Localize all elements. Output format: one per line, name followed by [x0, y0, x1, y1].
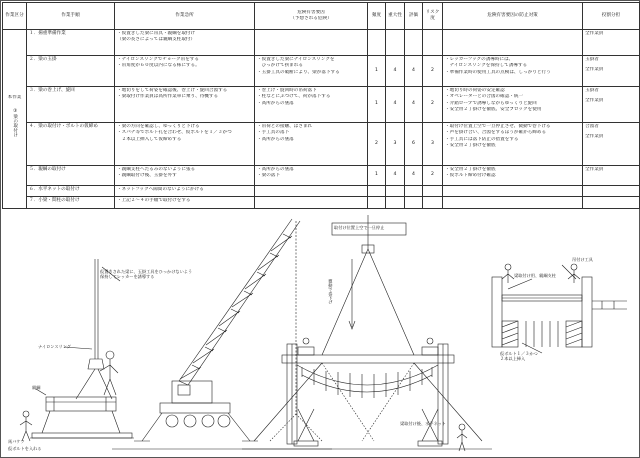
point-line: ・上記２～４の手順で取付けをする [117, 198, 191, 203]
assignee-line: 全作業員 [585, 67, 604, 73]
point-line: ・仮置きした梁に吊具・親綱を取付け [117, 31, 196, 36]
table-row [3, 123, 640, 166]
assignee-line: 全作業員 [585, 134, 604, 140]
point-line: ・梁取付け作業員は高所作業車に乗り、待機する [117, 94, 219, 100]
measure-line: ・安全帯２丁掛けを徹底 [445, 167, 496, 172]
header-severity: 重大性 [386, 3, 405, 30]
frequency-cell: 1 [368, 166, 386, 186]
header-hazards [255, 3, 368, 30]
label-stand: 馬バケツ [8, 439, 25, 444]
risk-cell: 2 [423, 166, 443, 186]
table-row [3, 166, 640, 186]
severity-cell: 4 [386, 87, 405, 123]
label-pause: 取付け位置上空で一旦停止 [334, 225, 385, 230]
header-evaluation: 評価 [405, 3, 423, 30]
category-cell [3, 30, 27, 209]
label-bolt-rule-line: 仮ボルト１／３かつ [500, 351, 538, 356]
header-measures: 危険有害要因の防止対策 [443, 3, 583, 30]
joint-detail [492, 264, 627, 353]
assignee-line: 玉掛者 [585, 88, 599, 93]
label-bolt-case: 仮ボルトを入れる [8, 446, 42, 451]
step-cell: ２．梁の玉掛 [27, 56, 115, 87]
point-line: ・吊角度が６０度以内になる様にする。 [117, 63, 200, 69]
measure-line: ・地切り時の荷姿の安定確認 [445, 88, 505, 93]
severity-cell [386, 186, 405, 197]
point-line: ・ネットフックへ隙間のないようにかける [117, 187, 204, 192]
hazards-cell [255, 166, 368, 186]
risk-cell [423, 197, 443, 209]
evaluation-cell [405, 186, 423, 197]
measure-line: ・取付け位置上空で一旦停止させ、微動で巻下げる [445, 124, 551, 129]
evaluation-cell: 6 [405, 123, 423, 166]
note-hold-line: 仮置きされた梁に、玉掛工具をひっかけないよう [100, 269, 193, 274]
hazard-line: ひっかけて挟まれる [257, 63, 303, 69]
points-cell [115, 123, 255, 166]
risk-cell: 2 [423, 56, 443, 87]
frequency-cell: 1 [368, 56, 386, 87]
evaluation-cell [405, 30, 423, 56]
frequency-cell [368, 186, 386, 197]
measure-line: ・オペレーターとの合図の確認・統一 [445, 94, 524, 100]
hazard-line: ・手工具の落下 [257, 130, 290, 136]
header-points: 作業急所 [115, 3, 255, 30]
hazards-cell [255, 87, 368, 123]
step-cell: １．揚重準備作業 [27, 30, 115, 56]
point-line: ・梁の方向を確認し、ゆっくりと下げる [117, 124, 200, 129]
header-assignee: 役割分担 [583, 3, 640, 30]
step-cell: ６．水平ネットの取付け [27, 186, 115, 197]
measure-line: ・手工具には落下防止の措置をする [445, 136, 519, 142]
risk-cell: 3 [423, 123, 443, 166]
point-line: ・親綱取付け後、玉掛を外す [117, 173, 177, 179]
point-line: ・地切りをして荷姿を確認後、巻上げ・旋回合図する [117, 88, 228, 93]
risk-cell [423, 186, 443, 197]
measure-line: ナイロンスリングを保持して誘導する [445, 63, 528, 69]
header-frequency: 頻度 [368, 3, 386, 30]
severity-cell [386, 197, 405, 209]
measures-cell [443, 87, 583, 123]
table-row [3, 186, 640, 197]
measures-cell [443, 197, 583, 209]
table-row [3, 56, 640, 87]
measures-cell [443, 166, 583, 186]
hazard-assessment-table [2, 2, 640, 209]
erection-illustration [2, 209, 639, 458]
table-header-row [3, 3, 640, 30]
points-cell [115, 30, 255, 56]
label-sling: ナイロンスリング [38, 344, 71, 349]
risk-cell [423, 30, 443, 56]
points-cell [115, 166, 255, 186]
crane [112, 219, 332, 449]
header-hazards-line: （予想される危険） [290, 16, 332, 21]
label-bolt-rule [500, 351, 538, 362]
evaluation-cell: 4 [405, 166, 423, 186]
header-category: 作業区分 [3, 3, 27, 30]
hazard-line: ・高所からの墜落 [257, 167, 294, 172]
label-slow-down: 微動で巻下げ [328, 279, 334, 305]
hazard-line: ・高所からの墜落 [257, 136, 294, 142]
note-hold-beam [100, 269, 192, 280]
frequency-cell: 1 [368, 87, 386, 123]
measure-line: ・レッカーフックの誘導時には、 [445, 57, 514, 62]
step-cell: ４．梁の取付け・ボルトの仮締め [27, 123, 115, 166]
measure-line: ・安全帯２丁掛けを徹底、安全ブロックを使用 [445, 107, 542, 113]
step-cell: ５．親綱の取付け [27, 166, 115, 186]
assignee-cell [583, 186, 640, 197]
assignee-line: 玉掛者 [585, 57, 599, 62]
hazard-line: ・梁の落下 [257, 173, 280, 179]
label-guide-rope: 親綱 [32, 385, 41, 390]
frequency-cell [368, 30, 386, 56]
measures-cell [443, 186, 583, 197]
assignee-cell [583, 166, 640, 186]
measure-line: ・仮ボルト締め付け確認 [445, 173, 496, 179]
measures-cell [443, 123, 583, 166]
measure-line: ・準備作業時の使用工具の点検は、しっかりと行う [445, 69, 551, 75]
risk-cell: 2 [423, 87, 443, 123]
evaluation-cell: 4 [405, 56, 423, 87]
assignee-line: 全作業員 [585, 167, 604, 172]
label-safety-block: 梁取付け用、親綱支柱 [514, 273, 556, 278]
table-row [3, 197, 640, 209]
hazard-line: ・仮置きした梁にナイロンスリングを [257, 57, 335, 62]
hazards-cell [255, 186, 368, 197]
assignee-line: 全作業員 [585, 31, 604, 36]
measure-line: ・声を掛け合い、合図をするほうが確から締める [445, 130, 547, 136]
left-scene [20, 259, 134, 441]
table-row [3, 87, 640, 123]
frequency-cell [368, 197, 386, 209]
hazard-line: ・高所からの墜落 [257, 100, 294, 106]
point-line: ・ナイロンスリングでチョーク吊をする [117, 57, 199, 62]
severity-cell: 3 [386, 123, 405, 166]
points-cell [115, 197, 255, 209]
assignee-line: 全作業員 [585, 98, 604, 104]
measure-line: ・安全帯２丁掛けを徹底 [445, 143, 496, 149]
evaluation-cell: 4 [405, 87, 423, 123]
severity-cell: 4 [386, 166, 405, 186]
hazard-line: ・巻上げ・旋回時の吊荷落下 [257, 88, 317, 93]
assignee-line: 合図者 [585, 124, 599, 129]
hazard-line: ・吊荷との接触、はさまれ [257, 124, 313, 129]
hazards-cell [255, 30, 368, 56]
category-line: ③梁の取付け [12, 109, 18, 138]
evaluation-cell [405, 197, 423, 209]
point-line: ２本以上挿入して仮締めする [117, 136, 182, 142]
header-risk: リスク度 [423, 3, 443, 30]
assignee-cell [583, 197, 640, 209]
measure-line: ・介錯ロープで誘導しながらゆっくりと旋回 [445, 100, 537, 106]
label-bolt-rule-line: ２本以上挿入 [500, 356, 526, 362]
erection-drawing [2, 208, 639, 457]
assignee-cell [583, 123, 640, 166]
hazard-line: ・玉掛工具の破断により、梁が落下する [257, 69, 340, 75]
frequency-cell: 2 [368, 123, 386, 166]
hazard-line: ・柱などにぶつけて、荷が落下する [257, 94, 331, 100]
points-cell [115, 87, 255, 123]
step-cell: ３．梁の巻上げ、旋回 [27, 87, 115, 123]
step-cell: ７．小梁・間柱の取付け [27, 197, 115, 209]
point-line: ・親綱支柱へたるみのないように張る [117, 167, 196, 172]
hazards-cell [255, 197, 368, 209]
header-hazards-line: 危険有害要因 [297, 9, 325, 15]
severity-cell: 4 [386, 56, 405, 87]
point-line: ・スパナ等でボルト孔を合わせ、仮ボルトを１／３かつ [117, 130, 232, 136]
label-hand-tool: 吊付け工具 [572, 257, 593, 262]
steel-frame [242, 215, 492, 451]
point-line: （梁の長さによっては親綱支柱取付） [117, 37, 196, 43]
measures-cell [443, 56, 583, 87]
points-cell [115, 56, 255, 87]
hazards-cell [255, 123, 368, 166]
assignee-cell [583, 56, 640, 87]
measures-cell [443, 30, 583, 56]
assignee-cell [583, 30, 640, 56]
hazards-cell [255, 56, 368, 87]
label-beam-net: 梁取付け後、水平ネット [400, 421, 447, 426]
points-cell [115, 186, 255, 197]
header-steps: 作業手順 [27, 3, 115, 30]
severity-cell [386, 30, 405, 56]
assignee-cell [583, 87, 640, 123]
table-row [3, 30, 640, 56]
category-line: 本作業 [7, 94, 22, 100]
note-hold-line: 保持してレッカーを誘導する [100, 274, 155, 280]
